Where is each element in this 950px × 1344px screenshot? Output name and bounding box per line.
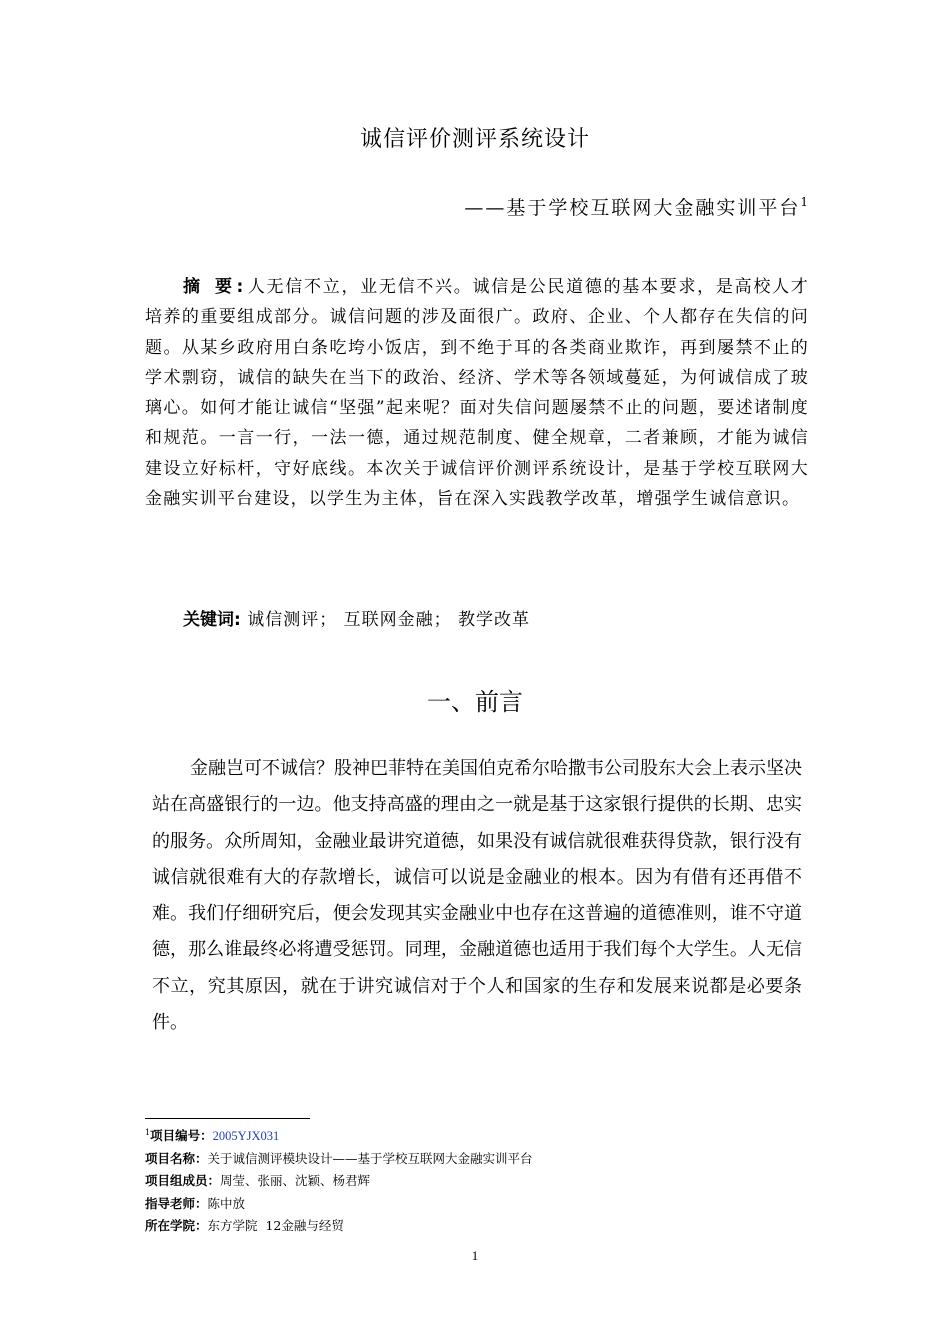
document-subtitle xyxy=(464,188,808,222)
footnote-project-number xyxy=(145,1122,805,1148)
subtitle-footnote-marker: 1 xyxy=(800,195,808,209)
keywords-line xyxy=(183,606,530,634)
footnote-value: 关于诚信测评模块设计——基于学校互联网大金融实训平台 xyxy=(207,1150,533,1166)
footnote-value: 周莹、张丽、沈颖、杨君辉 xyxy=(220,1173,371,1188)
page-number: 1 xyxy=(471,1248,479,1263)
footnote-label: 项目名称： xyxy=(145,1150,208,1166)
footnote-value: 东方学院 12金融与经贸 xyxy=(207,1218,344,1233)
footnote-label: 项目组成员： xyxy=(145,1173,221,1188)
section-heading: 一、前言 xyxy=(427,688,523,716)
document-title: 诚信评价测评系统设计 xyxy=(359,127,590,152)
footnote-label: 项目编号： xyxy=(150,1128,213,1143)
abstract-text: 人无信不立，业无信不兴。诚信是公民道德的基本要求，是高校人才培养的重要组成部分。诚信问题的涉及面很广。政府、企业、个人都存在失信的问题。从某乡政府用白条吃垮小饭店，到不绝于耳的各类商业欺诈，再到屡禁不止的学术剽窃，诚信的缺失在当下的政治、经济、学术等各领域蔓延，为何诚信成了玻璃心。如何才能让诚信“坚强”起来呢？面对失信问题屡禁不止的问题，要述诸制度和规范。一言一行，一法一德，通过规范制度、健全规章，二者兼顾，才能为诚信建设立好标杆，守好底线。本次关于诚信评价测评系统设计，是基于学校互联网大金融实训平台建设，以学生为主体，旨在深入实践教学改革，增强学生诚信意识。 xyxy=(145,277,810,510)
footnote-marker: 1 xyxy=(145,1128,151,1137)
abstract-label: 摘 要: xyxy=(183,277,248,297)
footnote-members xyxy=(145,1170,805,1193)
keywords-text: 诚信测评； 互联网金融； 教学改革 xyxy=(247,610,531,630)
footnote-college xyxy=(145,1215,805,1238)
keywords-label: 关键词: xyxy=(183,610,241,630)
subtitle-text: ——基于学校互联网大金融实训平台 xyxy=(464,197,801,219)
footnote-advisor xyxy=(145,1193,805,1216)
section-body-paragraph: 金融岂可不诚信？股神巴菲特在美国伯克希尔哈撒韦公司股东大会上表示坚决站在高盛银行的一边。他支持高盛的理由之一就是基于这家银行提供的长期、忠实的服务。众所周知，金融业最讲究道德，如果没有诚信就很难获得贷款，银行没有诚信就很难有大的存款增长，诚信可以说是金融业的根本。因为有借有还再借不难。我们仔细研究后，便会发现其实金融业中也存在这普遍的道德准则，谁不守道德，那么谁最终必将遭受惩罚。同理，金融道德也适用于我们每个大学生。人无信不立，究其原因，就在于讲究诚信对于个人和国家的生存和发展来说都是必要条件。 xyxy=(152,758,802,1033)
footnote-project-name xyxy=(145,1148,805,1171)
abstract-paragraph xyxy=(145,272,809,514)
footnote-value: 陈中放 xyxy=(207,1195,246,1211)
footnote-label: 所在学院： xyxy=(145,1218,208,1233)
footnote-label: 指导老师： xyxy=(145,1195,208,1211)
footnote-divider xyxy=(145,1118,310,1119)
footnote-value: 2005YJX031 xyxy=(212,1129,280,1143)
footnotes xyxy=(145,1122,805,1238)
